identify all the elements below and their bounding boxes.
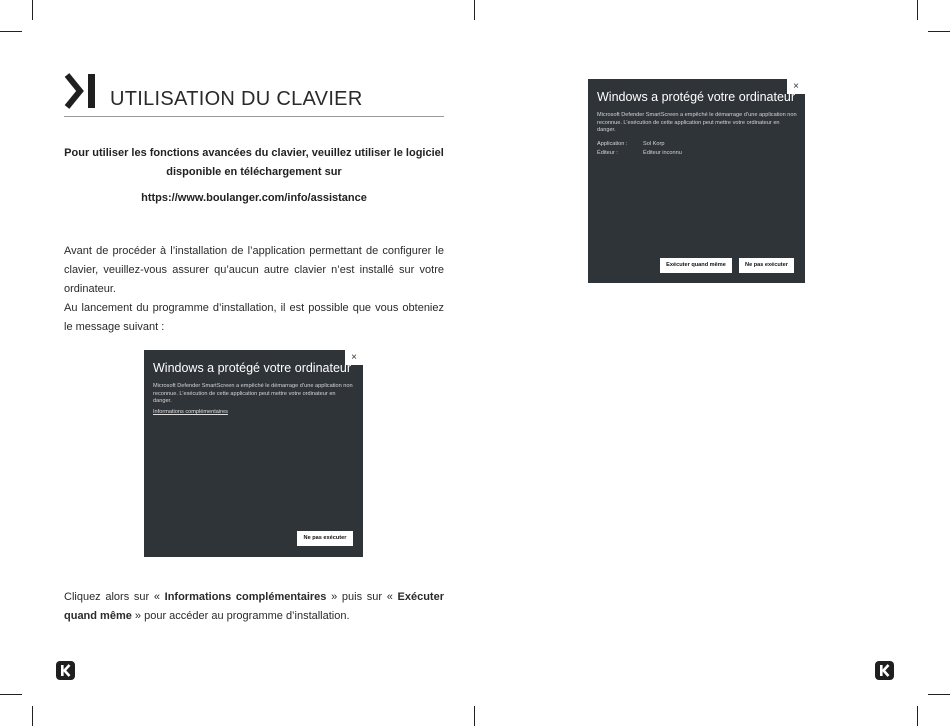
instruction-run-anyway: Exécuter quand même (64, 591, 444, 622)
brand-chevron-icon (64, 72, 98, 110)
close-button[interactable]: × (787, 79, 805, 94)
app-value: Sol Korp (643, 141, 665, 147)
dialog-message: Microsoft Defender SmartScreen a empêché le démarrage d’une application non reconnue. L’exécution de cette application peut mettre votre ordinateur en danger. (153, 383, 353, 404)
k-logo-icon (56, 661, 75, 680)
instruction-part: » pour accéder au programme d’installation. (131, 610, 350, 622)
paragraph-warning: Au lancement du programme d’installation, il est possible que vous obteniez le message suivant : (64, 302, 444, 333)
app-label: Application : (597, 141, 628, 147)
smartscreen-dialog-expanded (588, 79, 805, 283)
publisher-label: Éditeur : (597, 150, 618, 156)
instruction-part: » puis sur « (326, 591, 398, 603)
publisher-value: Éditeur inconnu (643, 150, 682, 156)
body-text (64, 242, 444, 337)
crop-mark (928, 694, 950, 695)
crop-mark (917, 706, 918, 726)
smartscreen-dialog (144, 350, 363, 557)
download-url: https://www.boulanger.com/info/assistance (141, 192, 367, 204)
more-info-link[interactable]: Informations complémentaires (153, 409, 228, 415)
dialog-title: Windows a protégé votre ordinateur (597, 90, 796, 104)
crop-mark (0, 31, 22, 32)
dont-run-button[interactable]: Ne pas exécuter (297, 531, 353, 546)
dialog-message: Microsoft Defender SmartScreen a empêché le démarrage d’une application non reconnue. L’exécution de cette application peut mettre votre ordinateur en danger. (597, 112, 797, 133)
crop-mark (474, 706, 475, 726)
intro-text: Pour utiliser les fonctions avancées du clavier, veuillez utiliser le logiciel disponible en téléchargement sur (64, 147, 444, 178)
crop-mark (32, 706, 33, 726)
dialog-title: Windows a protégé votre ordinateur (153, 361, 352, 375)
crop-mark (0, 694, 22, 695)
k-logo-icon (875, 661, 894, 680)
instruction-text (64, 588, 444, 626)
paragraph-prerequisite: Avant de procéder à l’installation de l’application permettant de configurer le clavier, veuillez-vous assurer qu’aucun autre clavier n’est installé sur votre ordinateur. (64, 245, 444, 295)
title-divider (64, 116, 444, 117)
crop-mark (474, 0, 475, 20)
crop-mark (917, 0, 918, 20)
close-button[interactable]: × (345, 350, 363, 365)
instruction-more-info: Informations complémentaires (164, 591, 327, 603)
crop-mark (32, 0, 33, 20)
app-details (597, 140, 682, 158)
instruction-part: Cliquez alors sur « (64, 591, 165, 603)
section-title: UTILISATION DU CLAVIER (110, 88, 363, 110)
run-anyway-button[interactable]: Exécuter quand même (660, 258, 732, 273)
crop-mark (928, 31, 950, 32)
dont-run-button[interactable]: Ne pas exécuter (739, 258, 794, 273)
